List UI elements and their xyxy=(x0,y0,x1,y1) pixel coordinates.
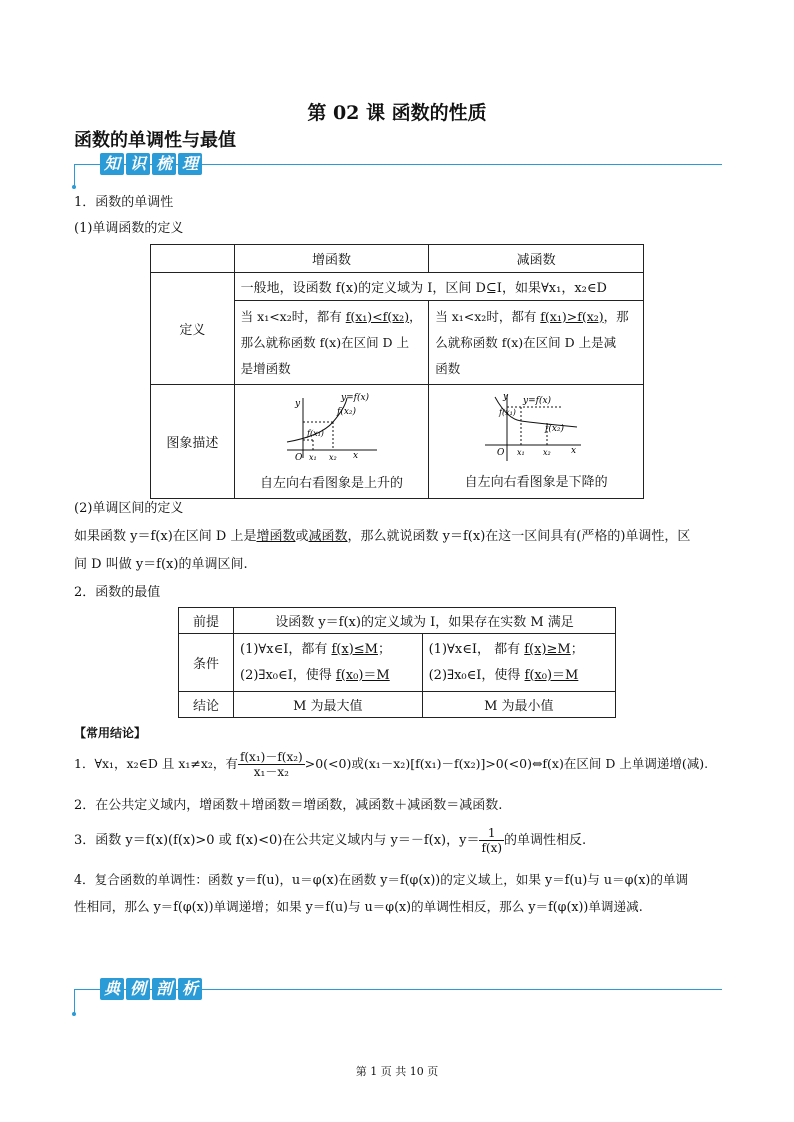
premise-content: 设函数 y＝f(x)的定义域为 I，如果存在实数 M 满足 xyxy=(234,608,616,634)
conclusion-1: 1．∀x₁，x₂∈D 且 x₁≠x₂，有 $\frac{\text{f(x₁)－f(x₂)}}{\text{x₁－x₂}}$ >0(<0)或(x₁－x₂)[f(x₁)－f(x₂)]>0(<0)⇔f(x)在区间 D 上单调递增(减). xyxy=(74,750,709,779)
fx2-label: f(x₂) xyxy=(337,407,357,417)
x1-label: x₁ xyxy=(517,448,525,457)
page-footer: 第 1 页 共 10 页 xyxy=(355,1065,439,1078)
section-badge-knowledge xyxy=(100,153,202,175)
heading-extreme-values: 2．函数的最值 xyxy=(74,585,161,600)
col-header-increasing: 增函数 xyxy=(234,245,429,273)
curve-label: y=f(x) xyxy=(341,393,370,403)
banner-left-bar xyxy=(74,989,75,1013)
heading-definition: (1)单调函数的定义 xyxy=(74,221,184,236)
interval-definition-line2: 间 D 叫做 y＝f(x)的单调区间. xyxy=(74,557,248,572)
x2-label: x₂ xyxy=(329,453,338,462)
section-subtitle: 函数的单调性与最值 xyxy=(74,130,236,151)
extreme-value-table xyxy=(178,607,616,718)
graph-increasing-caption: 自左向右看图象是上升的 xyxy=(259,476,403,491)
banner-left-bar xyxy=(74,164,75,186)
page-title: 第 02 课 函数的性质 xyxy=(307,102,487,124)
origin-label: O xyxy=(497,448,505,458)
definition-decreasing: 当 x₁<x₂时，都有 f(x₁)>f(x₂)，那 么就称函数 f(x)在区间 D 上是减 函数 xyxy=(429,301,644,385)
increasing-function-graph xyxy=(281,392,381,462)
decreasing-function-graph xyxy=(481,393,591,463)
x1-label: x₁ xyxy=(309,453,318,462)
conclusion-3: 3．函数 y＝f(x)(f(x)>0 或 f(x)<0)在公共定义域内与 y＝－f(x)，y＝ $\frac{1}{f(x)}$ 的单调性相反. xyxy=(74,826,587,855)
definition-common: 一般地，设函数 f(x)的定义域为 I，区间 D⊆I，如果∀x₁，x₂∈D xyxy=(234,273,643,301)
fx2-label: f(x₂) xyxy=(545,424,565,434)
badge-char: 析 xyxy=(178,978,202,1000)
row-label-definition: 定义 xyxy=(151,273,235,385)
badge-char: 知 xyxy=(100,153,124,175)
row-label-graph: 图象描述 xyxy=(151,385,235,499)
heading-monotonicity: 1．函数的单调性 xyxy=(74,195,174,210)
max-condition: (1)∀x∈I，都有 f(x)≤M； (2)∃x₀∈I，使得 f(x₀)＝M xyxy=(234,634,423,692)
axis-y-label: y xyxy=(503,393,509,402)
common-conclusions-title: 【常用结论】 xyxy=(74,726,147,740)
graph-decreasing-caption: 自左向右看图象是下降的 xyxy=(464,475,608,490)
section-badge-examples xyxy=(100,978,202,1000)
fx1-label: f(x₁) xyxy=(499,408,517,417)
definition-increasing: 当 x₁<x₂时，都有 f(x₁)<f(x₂)， 那么就称函数 f(x)在区间 D 上 是增函数 xyxy=(234,301,429,385)
monotonic-definition-table xyxy=(150,244,644,499)
max-conclusion: M 为最大值 xyxy=(234,692,423,718)
interval-definition-line1: 如果函数 y＝f(x)在区间 D 上是增函数或减函数，那么就说函数 y＝f(x)在这一区间具有(严格的)单调性，区 xyxy=(74,529,691,544)
curve-label: y=f(x) xyxy=(523,396,552,406)
graph-decreasing-cell xyxy=(429,385,644,499)
badge-char: 剖 xyxy=(152,978,176,1000)
badge-char: 典 xyxy=(100,978,124,1000)
badge-char: 理 xyxy=(178,153,202,175)
row-label-premise: 前提 xyxy=(179,608,234,634)
axis-x-label: x xyxy=(571,446,577,456)
axis-y-label: y xyxy=(295,399,301,409)
axis-x-label: x xyxy=(353,451,359,461)
heading-interval: (2)单调区间的定义 xyxy=(74,501,184,516)
min-condition: (1)∀x∈I， 都有 f(x)≥M； (2)∃x₀∈I，使得 f(x₀)＝M xyxy=(422,634,615,692)
banner-dot xyxy=(72,185,76,189)
badge-char: 梳 xyxy=(152,153,176,175)
row-label-condition: 条件 xyxy=(179,634,234,692)
badge-char: 例 xyxy=(126,978,150,1000)
row-label-conclusion: 结论 xyxy=(179,692,234,718)
banner-dot xyxy=(72,1012,76,1016)
origin-label: O xyxy=(295,453,303,462)
min-conclusion: M 为最小值 xyxy=(422,692,615,718)
conclusion-2: 2．在公共定义域内，增函数＋增函数＝增函数，减函数＋减函数＝减函数. xyxy=(74,798,503,813)
col-header-decreasing: 减函数 xyxy=(429,245,644,273)
conclusion-4-line1: 4．复合函数的单调性：函数 y＝f(u)，u＝φ(x)在函数 y＝f(φ(x))的定义域上，如果 y＝f(u)与 u＝φ(x)的单调 xyxy=(74,872,689,887)
graph-increasing-cell xyxy=(234,385,429,499)
conclusion-4-line2: 性相同，那么 y＝f(φ(x))单调递增；如果 y＝f(u)与 u＝φ(x)的单调性相反，那么 y＝f(φ(x))单调递减. xyxy=(74,899,643,914)
fx1-label: f(x₁) xyxy=(307,429,325,438)
x2-label: x₂ xyxy=(543,448,551,457)
badge-char: 识 xyxy=(126,153,150,175)
